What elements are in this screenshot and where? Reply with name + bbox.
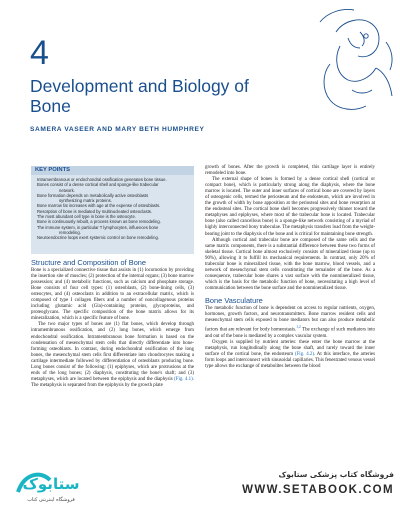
key-point-item: Bones consist of a dense cortical shell and sponge-like trabecular [37, 182, 159, 188]
paragraph-text: . The metaphysis is separated from the epiphysis by the growth plate [31, 376, 194, 388]
watermark-persian-text: فروشگاه کتاب پزشکی ستابوک [278, 470, 394, 479]
body-paragraph [205, 306, 375, 340]
key-point-item: remodeling. [59, 229, 81, 235]
citation-reference-link[interactable]: 1,2 [296, 325, 301, 330]
key-point-item: network. [59, 187, 75, 193]
setabook-watermark [0, 456, 400, 512]
chapter-authors: SAMERA VASEER AND MARY BETH HUMPHREY [30, 126, 205, 133]
body-paragraph: The external shape of bones is formed by a dense cortical shell (cortical or compact bone), which is particularly strong along the diaphysis, where the bone marrow is located. The outer and inner surfaces of cortical bone are covered by layers of osteogenic cells, termed the periosteum and the endosteum, which are involved in the growth of width by bone apposition at the periosteal sites and bone resorption at the endosteal sites. The cortical bone shell becomes progressively thinner toward the metaphyses and epiphyses, where most of the trabecular bone is located. Trabecular bone (also called cancellous bone) is a sponge-like network consisting of a myriad of highly interconnected bony trabeculae. The metaphysis transfers load from the weight-bearing joint to the diaphysis of the bone and is critical for maintaining bone strength. [205, 177, 375, 237]
key-points-heading: KEY POINTS [31, 166, 194, 175]
body-paragraph: growth of bones. After the growth is completed, this cartilage layer is entirely remodeled into bone. [205, 165, 375, 177]
paragraph-text: The two major types of bones are (1) flat bones, which develop through intramembranous ossification, and (2) long bones, which emerge from endochondral ossification. Intramembranous bone formation is based on the condensation of mesenchymal stem cells that directly differentiate into bone-forming osteoblasts. In contrast, during endochondral ossification of the long bones, the mesenchymal stem cells first differentiate into chondrocytes making a cartilage intermediate followed by differentiation of osteoblasts producing bone. Long bones consist of the following: (1) epiphyses, which are protrusions at the ends of the long bones; (2) diaphysis, constituting the bone's shaft; and (3) metaphyses, which are located between the epiphysis and the diaphysis [31, 322, 194, 382]
watermark-url: WWW.SETABOOK.COM [242, 484, 394, 496]
body-paragraph [31, 322, 194, 389]
key-point-item: The immune system, in particular T lymphocytes, influences bone [37, 224, 159, 230]
section-heading-vasculature: Bone Vasculature [205, 295, 263, 305]
left-text-column [31, 258, 194, 389]
figure-reference-link[interactable]: (Fig. 4.2) [294, 351, 314, 357]
logo-wordmark: ستابوک [22, 475, 80, 493]
key-point-item: The most abundant cell type in bone is the osteocyte. [37, 214, 136, 220]
line-art-figure-illustration [300, 2, 400, 122]
key-point-item: Bone formation depends on metabolically active osteoblasts [37, 192, 149, 198]
setabook-logo [10, 462, 92, 506]
chapter-number: 4 [30, 34, 49, 72]
key-points-list [31, 175, 194, 241]
key-point-item: synthesizing matrix proteins. [59, 198, 112, 204]
chapter-title: Development and Biology of Bone [30, 76, 249, 116]
key-point-item: Neuroendocrine loops exert systemic control on bone remodeling. [37, 235, 159, 241]
logo-subtitle: فروشگاه اینترنتی کتاب [27, 497, 75, 503]
figure-reference-link[interactable]: (Fig. 4.1) [174, 376, 193, 382]
key-points-box [31, 166, 194, 254]
body-paragraph: Bone is a specialized connective tissue that assists in (1) locomotion by providing the insertion site of muscles; (2) protection of the internal organs; (3) bone marrow possession; and (4) metabolic functions, such as calcium and phosphate storage. Bone consists of four cell types: (1) osteoblasts, (2) bone-lining cells, (3) osteocytes, and (4) osteoclasts in addition to an extracellular matrix, which is composed of type I collagen fibers and a number of noncollagenous proteins including glutamic acid (Gla)-containing proteins, glycoproteins, and proteoglycans. The specific composition of the bone matrix allows for its mineralization, which is a specific feature of bone. [31, 268, 194, 322]
paragraph-text: The exchange of such mediators into and out of the bone is mediated by a complex vascular system. [205, 327, 375, 339]
body-paragraph: Although cortical and trabecular bone are composed of the same cells and the same matrix components, there is a substantial difference between these two forms of skeletal tissue. Cortical bone almost exclusively consists of mineralized tissue (up to 90%), allowing it to fulfill its mechanical requirements. In contrast, only 20% of trabecular bone is mineralized tissue, with the bone marrow, blood vessels, and a network of mesenchymal stem cells constituting the remainder of the bone. As a consequence, trabecular bone shares a vast surface with the nonmineralized tissue, which is the basis for the metabolic function of bone, necessitating a high level of communication between the bone surface and the nonmineralized tissue. [205, 237, 375, 291]
body-paragraph [205, 340, 375, 370]
right-text-column [205, 165, 375, 370]
key-point-item: Intramembranous or endochondral ossification generates bone tissue. [37, 177, 167, 182]
section-heading-structure: Structure and Composition of Bone [31, 258, 147, 267]
paragraph-text: The metabolic function of bone is dependent on access to regular nutrients, oxygen, hormones, growth factors, and neurotransmitters. Bone marrow resident cells and mesenchymal stem cells exposed to bone mediators but can also produce metabolic factors that are relevant for body homeostasis. [205, 305, 375, 333]
key-point-item: Resorption of bone is mediated by multinucleated osteoclasts. [37, 208, 152, 214]
chapter-header [0, 0, 400, 150]
paragraph-text: Oxygen is supplied by nutrient arteries: these enter the bone marrow at the metaphysis, run longitudinally along the bone shaft, and rarely toward the inner surface of the cortical bone, the endosteum [205, 339, 375, 357]
key-point-item: Bone is continuously rebuilt, a process known as bone remodeling. [37, 219, 161, 225]
key-point-item: Bone marrow fat increases with age at the expense of osteoblasts. [37, 203, 161, 209]
paragraph-text: . At this interface, the arteries form loops and interconnect with sinusoidal capillaries. This fenestrated venous vessel type allows the exchange of metabolites between the blood [205, 351, 375, 370]
